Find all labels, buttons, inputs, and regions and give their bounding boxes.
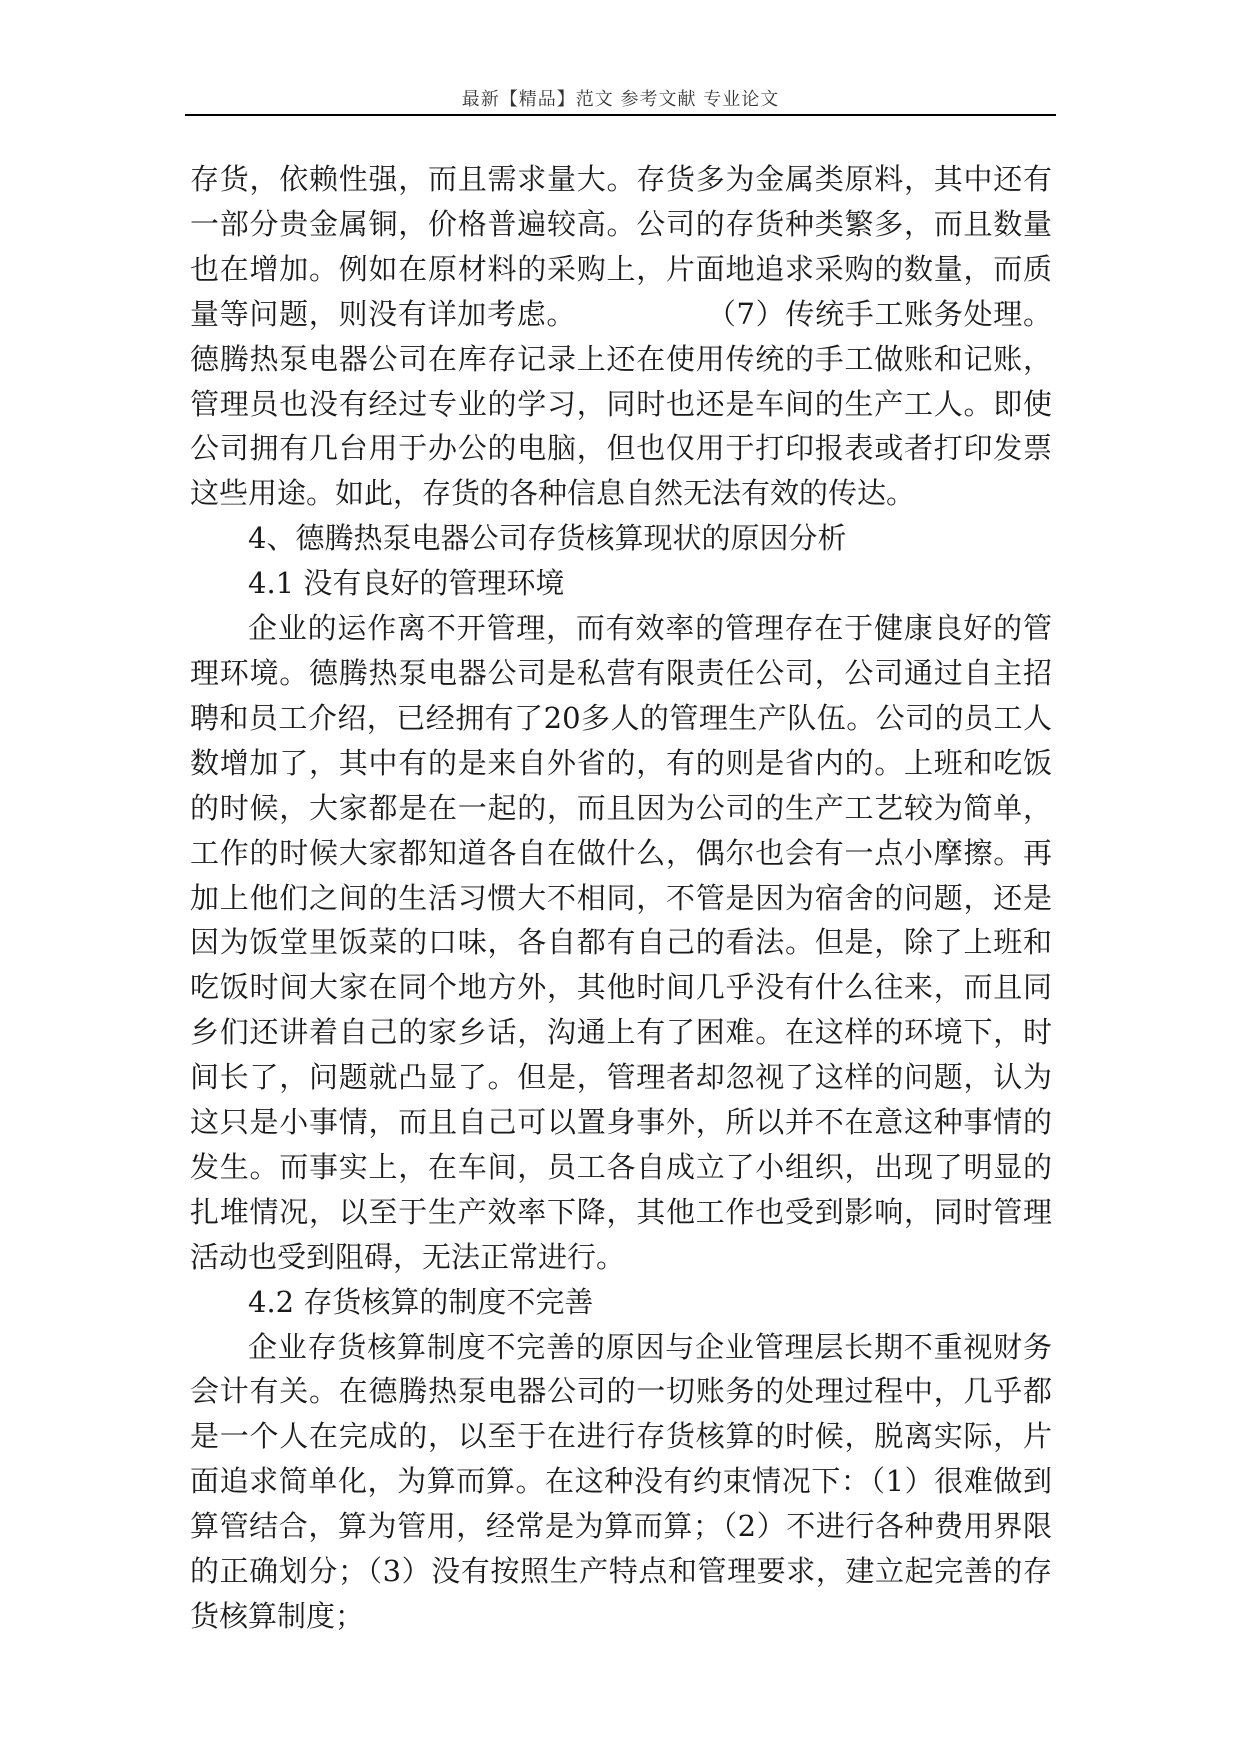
section-heading-4: 4、德腾热泵电器公司存货核算现状的原因分析 (248, 521, 847, 556)
page-header: 最新【精品】范文 参考文献 专业论文 (461, 89, 780, 110)
paragraph-inventory-issues (190, 157, 1052, 516)
subsection-heading-4-1: 4.1 没有良好的管理环境 (248, 566, 565, 601)
header-divider (185, 114, 1056, 116)
document-body (190, 157, 1052, 1639)
paragraph-management-environment: 企业的运作离不开管理，而有效率的管理存在于健康良好的管理环境。德腾热泵电器公司是私营有限责任公司，公司通过自主招聘和员工介绍，已经拥有了20多人的管理生产队伍。公司的员工人数增加了，其中有的是来自外省的，有的则是省内的。上班和吃饭的时候，大家都是在一起的，而且因为公司的生产工艺较为简单，工作的时候大家都知道各自在做什么，偶尔也会有一点小摩擦。再加上他们之间的生活习惯大不相同，不管是因为宿舍的问题，还是因为饭堂里饭菜的口味，各自都有自己的看法。但是，除了上班和吃饭时间大家在同个地方外，其他时间几乎没有什么往来，而且同乡们还讲着自己的家乡话，沟通上有了困难。在这样的环境下，时间长了，问题就凸显了。但是，管理者却忽视了这样的问题，认为这只是小事情，而且自己可以置身事外，所以并不在意这种事情的发生。而事实上，在车间，员工各自成立了小组织，出现了明显的扎堆情况，以至于生产效率下降，其他工作也受到影响，同时管理活动也受到阻碍，无法正常进行。 (190, 611, 1052, 1274)
subsection-heading-4-2: 4.2 存货核算的制度不完善 (248, 1284, 594, 1319)
paragraph-inventory-text: 存货，依赖性强，而且需求量大。存货多为金属类原料，其中还有一部分贵金属铜，价格普遍较高。公司的存货种类繁多，而且数量也在增加。例如在原材料的采购上，片面地追求采购的数量，而质量等问题，则没有详加考虑。 (190, 162, 1052, 331)
paragraph-manual-accounting: （7）传统手工账务处理。德腾热泵电器公司在库存记录上还在使用传统的手工做账和记账，管理员也没有经过专业的学习，同时也还是车间的生产工人。即使公司拥有几台用于办公的电脑，但也仅用于打印报表或者打印发票这些用途。如此，存货的各种信息自然无法有效的传达。 (190, 296, 1052, 511)
paragraph-accounting-system: 企业存货核算制度不完善的原因与企业管理层长期不重视财务会计有关。在德腾热泵电器公司的一切账务的处理过程中，几乎都是一个人在完成的，以至于在进行存货核算的时候，脱离实际，片面追求简单化，为算而算。在这种没有约束情况下：（1）很难做到算管结合，算为管用，经常是为算而算；（2）不进行各种费用界限的正确划分；（3）没有按照生产特点和管理要求，建立起完善的存货核算制度； (190, 1329, 1052, 1633)
